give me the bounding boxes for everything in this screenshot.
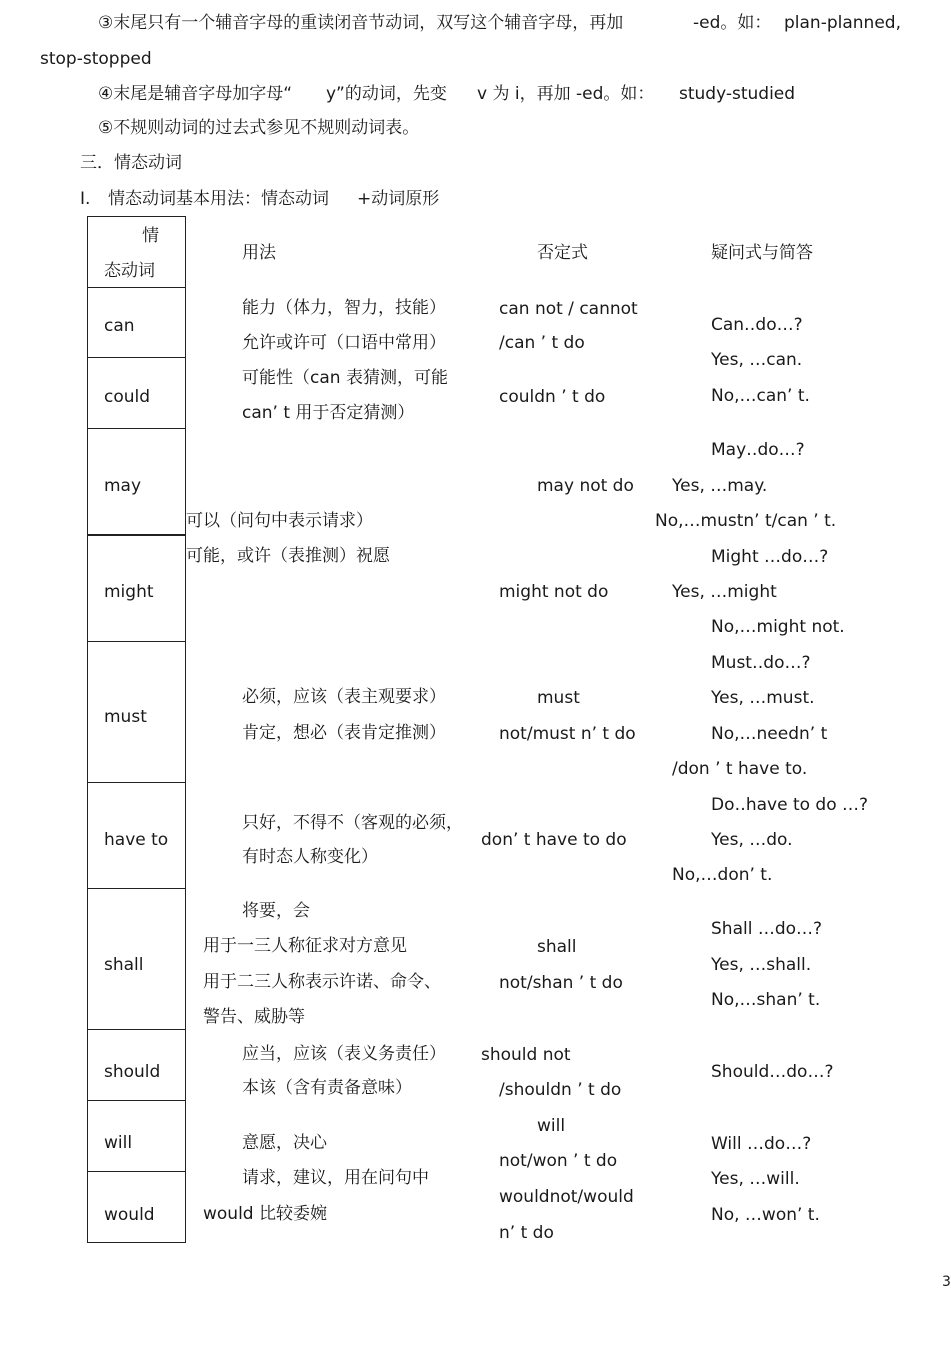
modal-must: must	[104, 707, 147, 727]
negative-must: not/must n’ t do	[499, 724, 636, 744]
table-rule	[87, 216, 186, 217]
usage-could: 可能性（can 表猜测，可能	[242, 368, 448, 388]
header-question: 疑问式与简答	[711, 243, 813, 263]
usage-would: 请求，建议，用在问句中	[242, 1168, 429, 1188]
negative-could: couldn ’ t do	[499, 387, 606, 407]
usage-might: 可能，或许（表推测）祝愿	[186, 546, 390, 566]
subheading-text: 情态动词基本用法：情态动词	[108, 189, 329, 209]
usage-could: can’ t 用于否定猜测）	[242, 403, 415, 423]
question-may: No,…mustn’ t/can ’ t.	[655, 511, 837, 531]
negative-might: might not do	[499, 582, 609, 602]
table-border-col1	[185, 216, 186, 1243]
usage-have-to: 有时态人称变化）	[242, 847, 378, 867]
modal-shall: shall	[104, 955, 144, 975]
modal-should: should	[104, 1062, 161, 1082]
negative-can: can not / cannot	[499, 299, 638, 319]
table-rule	[87, 357, 186, 358]
question-may: May‥do…?	[711, 440, 805, 460]
header-modal: 情	[142, 226, 159, 246]
usage-shall: 用于一三人称征求对方意见	[203, 936, 407, 956]
usage-must: 必须，应该（表主观要求）	[242, 687, 446, 707]
question-can: No,…can’ t.	[711, 386, 810, 406]
question-may: Yes, …may.	[672, 476, 768, 496]
table-rule	[87, 1029, 186, 1030]
negative-must: must	[537, 688, 580, 708]
table-rule	[87, 888, 186, 889]
usage-can: 能力（体力，智力，技能）	[242, 298, 446, 318]
negative-have-to: don’ t have to do	[481, 830, 627, 850]
usage-shall: 警告、威胁等	[203, 1007, 305, 1027]
usage-must: 肯定，想必（表肯定推测）	[242, 723, 446, 743]
table-rule	[87, 782, 186, 783]
modal-have-to: have to	[104, 830, 169, 850]
question-must: Must‥do…?	[711, 653, 811, 673]
table-rule	[87, 1100, 186, 1101]
rule4-text: ④末尾是辅音字母加字母“	[98, 84, 293, 104]
question-shall: Yes, …shall.	[711, 955, 812, 975]
usage-should: 本该（含有责备意味）	[242, 1078, 412, 1098]
table-rule	[87, 287, 186, 288]
question-can: Yes, …can.	[711, 350, 803, 370]
negative-will: not/won ’ t do	[499, 1151, 618, 1171]
usage-shall: 用于二三人称表示许诺、命令、	[203, 972, 441, 992]
table-rule	[87, 428, 186, 429]
question-must: Yes, …must.	[711, 688, 815, 708]
negative-may: may not do	[537, 476, 634, 496]
negative-shall: shall	[537, 937, 577, 957]
negative-will: will	[537, 1116, 566, 1136]
section-heading: 三．情态动词	[80, 153, 182, 173]
question-have-to: No,…don’ t.	[672, 865, 773, 885]
table-rule	[87, 641, 186, 642]
question-must: No,…needn’ t	[711, 724, 828, 744]
usage-should: 应当，应该（表义务责任）	[242, 1044, 446, 1064]
usage-would: would 比较委婉	[203, 1204, 327, 1224]
negative-should: should not	[481, 1045, 571, 1065]
negative-would: n’ t do	[499, 1223, 554, 1243]
modal-may: may	[104, 476, 142, 496]
question-should: Should…do…?	[711, 1062, 834, 1082]
question-will: Yes, …will.	[711, 1169, 800, 1189]
table-rule	[87, 1171, 186, 1172]
question-will: Will …do…?	[711, 1134, 812, 1154]
rule3-text: ③末尾只有一个辅音字母的重读闭音节动词，双写这个辅音字母，再加	[98, 13, 624, 33]
modal-could: could	[104, 387, 151, 407]
table-border-left	[87, 216, 88, 1243]
usage-have-to: 只好，不得不（客观的必须，	[242, 813, 463, 833]
usage-shall: 将要，会	[242, 901, 310, 921]
table-rule	[87, 534, 186, 536]
negative-would: wouldnot/would	[499, 1187, 634, 1207]
table-rule	[87, 1242, 186, 1243]
modal-might: might	[104, 582, 154, 602]
question-have-to: Do‥have to do …?	[711, 795, 869, 815]
question-shall: Shall …do…?	[711, 919, 823, 939]
negative-shall: not/shan ’ t do	[499, 973, 623, 993]
header-usage: 用法	[242, 243, 276, 263]
modal-can: can	[104, 316, 135, 336]
header-negative: 否定式	[537, 243, 588, 263]
question-might: Might …do…?	[711, 547, 829, 567]
rule3-ed: -ed。如：	[693, 13, 772, 33]
subheading-formula: +动词原形	[357, 189, 440, 209]
rule4-vi: v 为 i，再加 -ed。如：	[477, 84, 655, 104]
modal-would: would	[104, 1205, 155, 1225]
subheading-number: I.	[80, 189, 91, 209]
question-have-to: Yes, …do.	[711, 830, 793, 850]
question-can: Can‥do…?	[711, 315, 803, 335]
rule5-text: ⑤不规则动词的过去式参见不规则动词表。	[98, 118, 420, 138]
rule3-example: plan-planned,	[784, 13, 901, 33]
question-shall: No,…shan’ t.	[711, 990, 821, 1010]
rule4-y: y”的动词，先变	[326, 84, 447, 104]
negative-should: /shouldn ’ t do	[499, 1080, 622, 1100]
rule4-example: study-studied	[679, 84, 796, 104]
page-number: 3	[942, 1274, 951, 1290]
usage-may: 可以（问句中表示请求）	[186, 511, 373, 531]
negative-can: /can ’ t do	[499, 333, 585, 353]
rule3-example-cont: stop-stopped	[40, 49, 152, 69]
modal-will: will	[104, 1133, 133, 1153]
question-will: No, …won’ t.	[711, 1205, 820, 1225]
usage-will: 意愿，决心	[242, 1133, 327, 1153]
header-modal-cont: 态动词	[104, 261, 155, 281]
question-might: Yes, …might	[672, 582, 777, 602]
question-must: /don ’ t have to.	[672, 759, 808, 779]
question-might: No,…might not.	[711, 617, 845, 637]
usage-can: 允许或许可（口语中常用）	[242, 333, 446, 353]
